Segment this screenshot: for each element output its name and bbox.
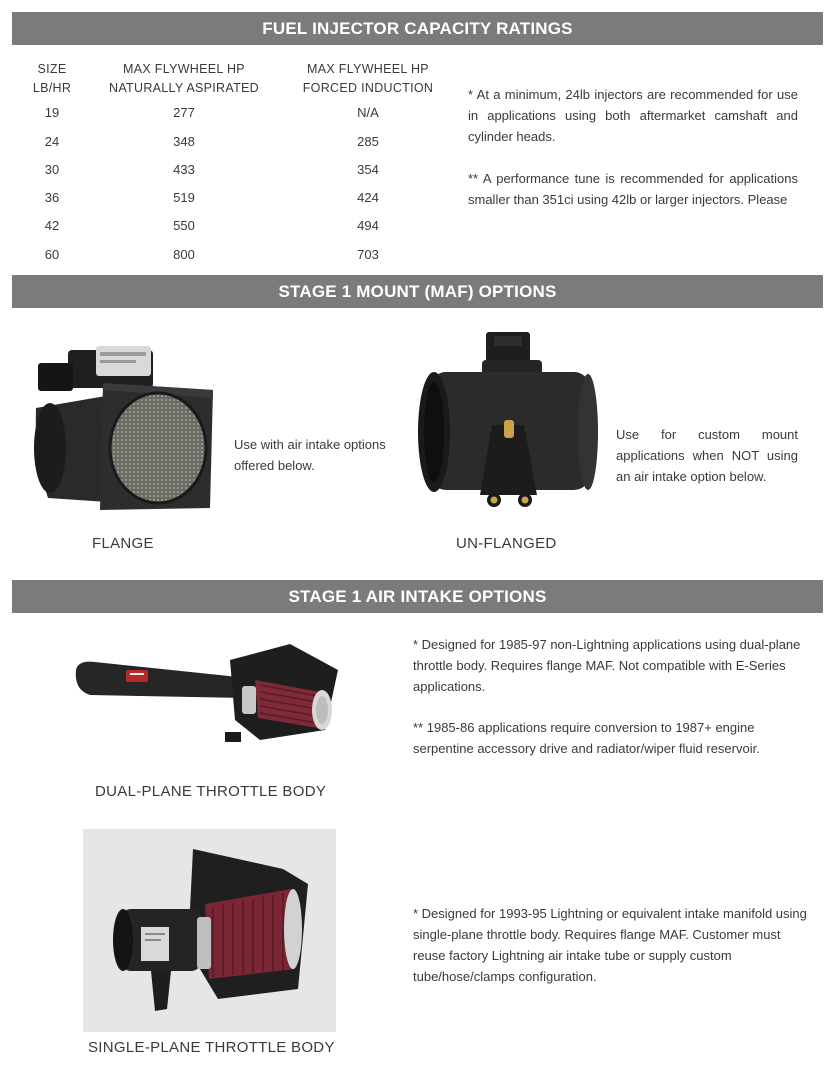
size-cell: 19 [44,105,60,120]
fi-cell: N/A [357,105,379,120]
dual-plane-intake-image [70,640,350,750]
na-cell: 800 [173,247,195,262]
na-cell: 277 [173,105,195,120]
single-plane-intake-image [83,829,336,1032]
na-cell: 519 [173,190,195,205]
size-cell: 36 [44,190,60,205]
injector-note-1: * At a minimum, 24lb injectors are recommended for use in applications using both aftermarket camshaft and cylinder heads. [468,87,798,144]
unflanged-description: Use for custom mount applications when NOT using an air intake option below. [616,427,798,484]
dual-plane-note-2: ** 1985-86 applications require conversion to 1987+ engine serpentine accessory drive and radiator/wiper fluid reservoir. [413,720,760,756]
intake-section-title: STAGE 1 AIR INTAKE OPTIONS [12,580,823,613]
size-cell: 60 [44,247,60,262]
flange-label: FLANGE [92,535,154,552]
naturally-aspirated-header: MAX FLYWHEEL HP NATURALLY ASPIRATED [109,62,259,95]
size-cell: 30 [44,162,60,177]
fi-cell: 703 [357,247,379,262]
na-cell: 433 [173,162,195,177]
fi-cell: 424 [357,190,379,205]
single-plane-label: SINGLE-PLANE THROTTLE BODY [88,1039,335,1056]
na-cell: 550 [173,218,195,233]
fi-cell: 494 [357,218,379,233]
flange-maf-image [28,338,218,518]
maf-section-title: STAGE 1 MOUNT (MAF) OPTIONS [12,275,823,308]
unflanged-label: UN-FLANGED [456,535,557,552]
forced-induction-header: MAX FLYWHEEL HP FORCED INDUCTION [302,62,434,95]
flange-description: Use with air intake options offered below. [234,437,386,473]
injector-note-2: ** A performance tune is recommended for applications smaller than 351ci using 42lb or larger injectors. Please [468,171,798,207]
size-cell: 42 [44,218,60,233]
dual-plane-label: DUAL-PLANE THROTTLE BODY [95,783,327,800]
fi-cell: 285 [357,134,379,149]
injector-section-title: FUEL INJECTOR CAPACITY RATINGS [12,12,823,45]
size-cell: 24 [44,134,60,149]
single-plane-note: * Designed for 1993-95 Lightning or equivalent intake manifold using single-plane throttle body. Requires flange MAF. Customer must reuse factory Lightning air intake tube or supply custom tube/hose/clamps configuration. [413,906,807,984]
fi-cell: 354 [357,162,379,177]
size-header: SIZE LB/HR [32,62,72,95]
unflanged-maf-image [412,330,602,515]
dual-plane-note-1: * Designed for 1985-97 non-Lightning applications using dual-plane throttle body. Requires flange MAF. Not compatible with E-Series applications. [413,637,801,694]
na-cell: 348 [173,134,195,149]
